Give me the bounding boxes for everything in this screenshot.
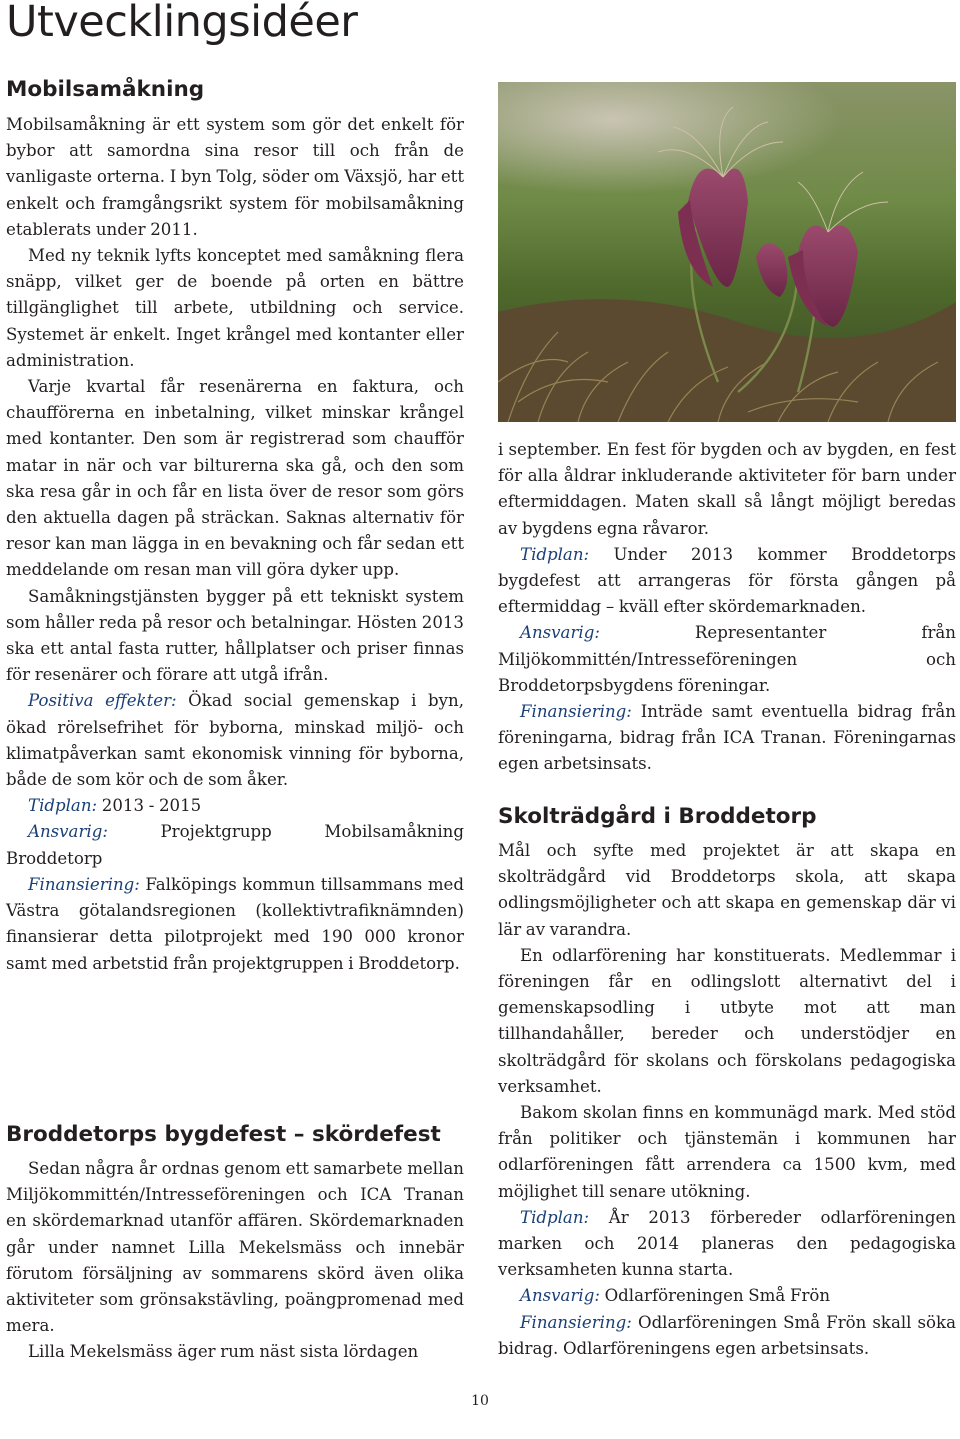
- tidplan-label: Tidplan:: [520, 1207, 590, 1227]
- skol-tidplan: [498, 1205, 956, 1284]
- tidplan-text: 2013 - 2015: [97, 796, 202, 816]
- ansvarig-text: Representanter från Miljökommittén/Intresseföreningen och Broddetorpsbygdens föreningar.: [498, 623, 956, 695]
- skol-paragraph-2: En odlarförening har konstituerats. Medlemmar i föreningen får en odlingslott alternativt del i gemenskapsodling i utbyte mot att man tillhandahåller, bereder och understödjer en skolträdgård för skolans och förskolans pedagogiska verksamhet.: [498, 945, 956, 1096]
- mobil-ansvarig: [6, 819, 464, 871]
- bygdefest-body-right: [498, 437, 956, 778]
- tidplan-text: År 2013 förbereder odlarföreningen marken och 2014 planeras den pedagogiska verksamheten kunna starta.: [498, 1207, 956, 1280]
- mobil-finansiering: [6, 872, 464, 977]
- finansiering-label: Finansiering:: [28, 874, 140, 894]
- mobil-paragraph-3: Varje kvartal får resenärerna en faktura, och chaufförerna en inbetalning, vilket minskar krångel med kontanter. Den som är registrerad som chaufför matar in när och var bilturerna ska gå, och den som ska resa går in och får en lista över de resor som görs den aktuella dagen på sträckan. Saknas alternativ för resor kan man lägga in en bevakning och får sedan ett meddelande om resan man vill göra dyker upp.: [6, 377, 464, 580]
- tidplan-text: Under 2013 kommer Broddetorps bygdefest att arrangeras för första gången på eftermiddag – kväll efter skördemarknaden.: [498, 544, 956, 617]
- mobil-effekter: [6, 688, 464, 793]
- effekter-label: Positiva effekter:: [28, 691, 177, 711]
- bygdefest-ansvarig: [498, 620, 956, 699]
- ansvarig-label: Ansvarig:: [28, 822, 108, 842]
- ansvarig-text: Odlarföreningen Små Frön: [599, 1286, 831, 1306]
- photo-illustration: [498, 82, 956, 422]
- heading-skoltradgard: Skolträdgård i Broddetorp: [498, 804, 817, 829]
- skol-ansvarig: [498, 1283, 956, 1309]
- finansiering-label: Finansiering:: [520, 1312, 632, 1332]
- pasque-flower-photo: [498, 82, 956, 422]
- heading-bygdefest: Broddetorps bygdefest – skördefest: [6, 1122, 441, 1147]
- skol-body: [498, 838, 956, 1362]
- mobil-tidplan: [6, 793, 464, 819]
- ansvarig-text: Projektgrupp Mobilsamåkning Broddetorp: [6, 822, 464, 868]
- finansiering-text: Inträde samt eventuella bidrag från föreningarna, bidrag från ICA Tranan. Föreningarnas egen arbetsinsats.: [498, 702, 956, 774]
- mobil-paragraph-4: Samåkningstjänsten bygger på ett tekniskt system som håller reda på resor och betalningar. Hösten 2013 ska ett antal fasta rutter, hållplatser och priser finnas för resenärer och förare att utgå ifrån.: [6, 586, 464, 685]
- finansiering-text: Falköpings kommun tillsammans med Västra götalandsregionen (kollektivtrafiknämnden) finansierar detta pilotprojekt med 190 000 kronor samt med arbetstid från projektgruppen i Broddetorp.: [6, 874, 464, 973]
- effekter-text: Ökad social gemenskap i byn, ökad rörelsefrihet för byborna, minskad miljö- och klimatpåverkan samt ekonomisk vinning för byborna, både de som kör och de som åker.: [6, 691, 465, 790]
- page-title: Utvecklingsidéer: [6, 0, 358, 47]
- skol-paragraph-1: Mål och syfte med projektet är att skapa en skolträdgård vid Broddetorps skola, att skapa odlingsmöjligheter och att skapa en gemenskap där vi lär av varandra.: [498, 841, 956, 939]
- bygdefest-finansiering: [498, 699, 956, 778]
- page-number: 10: [471, 1393, 489, 1409]
- finansiering-label: Finansiering:: [520, 702, 632, 722]
- bygdefest-paragraph-1: Sedan några år ordnas genom ett samarbete mellan Miljökommittén/Intresseföreningen och ICA Tranan en skördemarknad utanför affären. Skördemarknaden går under namnet Lilla Mekelsmäss och innebär förutom försäljning av sommarens skörd även olika aktiviteter som grönsakstävling, poängpromenad med mera.: [6, 1159, 464, 1336]
- bygdefest-paragraph-2a: Lilla Mekelsmäss äger rum näst sista lördagen: [28, 1342, 419, 1362]
- bygdefest-paragraph-2b: i september. En fest för bygden och av bygden, en fest för alla åldrar inkluderande aktiviteter för barn under eftermiddagen. Maten skall så långt möjligt beredas av bygdens egna råvaror.: [498, 440, 956, 538]
- mobil-body: [6, 112, 464, 977]
- bygdefest-tidplan: [498, 542, 956, 621]
- tidplan-label: Tidplan:: [28, 796, 98, 816]
- skol-paragraph-3: Bakom skolan finns en kommunägd mark. Med stöd från politiker och tjänstemän i kommunen har odlarföreningen fått arrendera ca 1500 kvm, med möjlighet till senare utökning.: [498, 1103, 956, 1201]
- ansvarig-label: Ansvarig:: [520, 1286, 600, 1306]
- bygdefest-body-left: [6, 1156, 464, 1366]
- mobil-paragraph-2: Med ny teknik lyfts konceptet med samåkning flera snäpp, vilket ger de boende på orten en bättre tillgänglighet till arbete, utbildning och service. Systemet är enkelt. Inget krångel med kontanter eller administration.: [6, 246, 464, 370]
- tidplan-label: Tidplan:: [520, 544, 590, 564]
- heading-mobilsamakning: Mobilsamåkning: [6, 77, 205, 102]
- mobil-paragraph-1: Mobilsamåkning är ett system som gör det enkelt för bybor att samordna sina resor till och från de vanligaste orterna. I byn Tolg, söder om Växsjö, har ett enkelt och framgångsrikt system för mobilsamåkning etablerats under 2011.: [6, 115, 464, 239]
- finansiering-text: Odlarföreningen Små Frön skall söka bidrag. Odlarföreningens egen arbetsinsats.: [498, 1312, 956, 1358]
- ansvarig-label: Ansvarig:: [520, 623, 600, 643]
- skol-finansiering: [498, 1310, 956, 1362]
